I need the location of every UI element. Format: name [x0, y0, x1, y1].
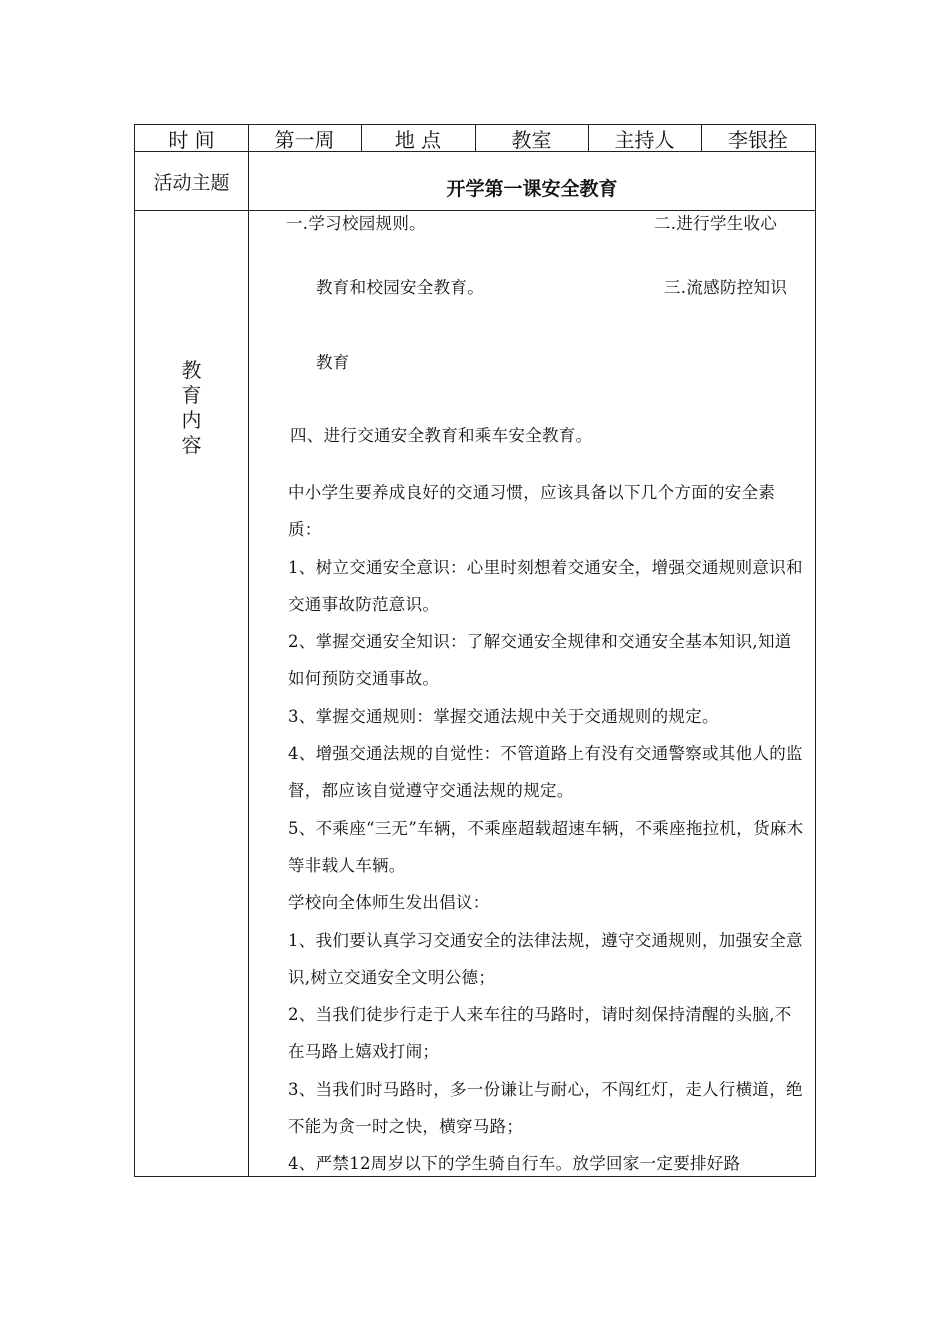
content-paragraphs: [288, 474, 808, 1176]
theme-label: 活动主题: [153, 171, 230, 194]
content-label-char: 内: [181, 408, 202, 432]
paragraph: 1、树立交通安全意识：心里时刻想着交通安全，增强交通规则意识和交通事故防范意识。: [288, 557, 803, 614]
content-line: 一.学习校园规则。: [286, 214, 426, 233]
paragraph: 2、掌握交通安全知识：了解交通安全规律和交通安全基本知识,知道如何预防交通事故。: [288, 632, 792, 689]
place-label: 地 点: [394, 127, 442, 152]
content-label-char: 容: [181, 433, 202, 457]
paragraph: 2、当我们徒步行走于人来车往的马路时，请时刻保持清醒的头脑,不在马路上嬉戏打闹；: [288, 1005, 792, 1062]
content-line: 教育: [316, 353, 350, 372]
activity-record-table: [134, 124, 816, 1177]
paragraph: 5、不乘座“三无”车辆，不乘座超载超速车辆，不乘座拖拉机，货麻木等非载人车辆。: [288, 818, 804, 875]
content-label-char: 教: [181, 358, 202, 382]
host-label: 主持人: [614, 127, 675, 152]
content-line: 四、进行交通安全教育和乘车安全教育。: [290, 426, 593, 445]
theme-title: 开学第一课安全教育: [446, 177, 618, 200]
content-body: [248, 210, 815, 1176]
content-line: 三.流感防控知识: [664, 278, 788, 297]
paragraph: 4、严禁12周岁以下的学生骑自行车。放学回家一定要排好路: [288, 1154, 741, 1174]
paragraph: 中小学生要养成良好的交通习惯，应该具备以下几个方面的安全素质：: [288, 483, 776, 540]
paragraph: 学校向全体师生发出倡议：: [288, 893, 490, 913]
host-value: 李银拴: [728, 127, 788, 152]
paragraph: 3、掌握交通规则：掌握交通法规中关于交通规则的规定。: [288, 706, 719, 726]
content-label-char: 育: [181, 383, 202, 407]
content-label: [135, 358, 248, 458]
paragraph: 3、当我们时马路时，多一份谦让与耐心，不闯红灯，走人行横道，绝不能为贪一时之快，横穿马路；: [288, 1079, 803, 1137]
time-label: 时 间: [168, 127, 215, 152]
time-value: 第一周: [274, 127, 335, 152]
paragraph: 4、增强交通法规的自觉性：不管道路上有没有交通警察或其他人的监督，都应该自觉遵守交通法规的规定。: [288, 744, 803, 801]
paragraph: 1、我们要认真学习交通安全的法律法规，遵守交通规则，加强安全意识,树立交通安全文明公德；: [288, 930, 803, 987]
place-value: 教室: [511, 127, 552, 152]
content-line: 二.进行学生收心: [654, 214, 778, 233]
content-line: 教育和校园安全教育。: [316, 278, 484, 297]
